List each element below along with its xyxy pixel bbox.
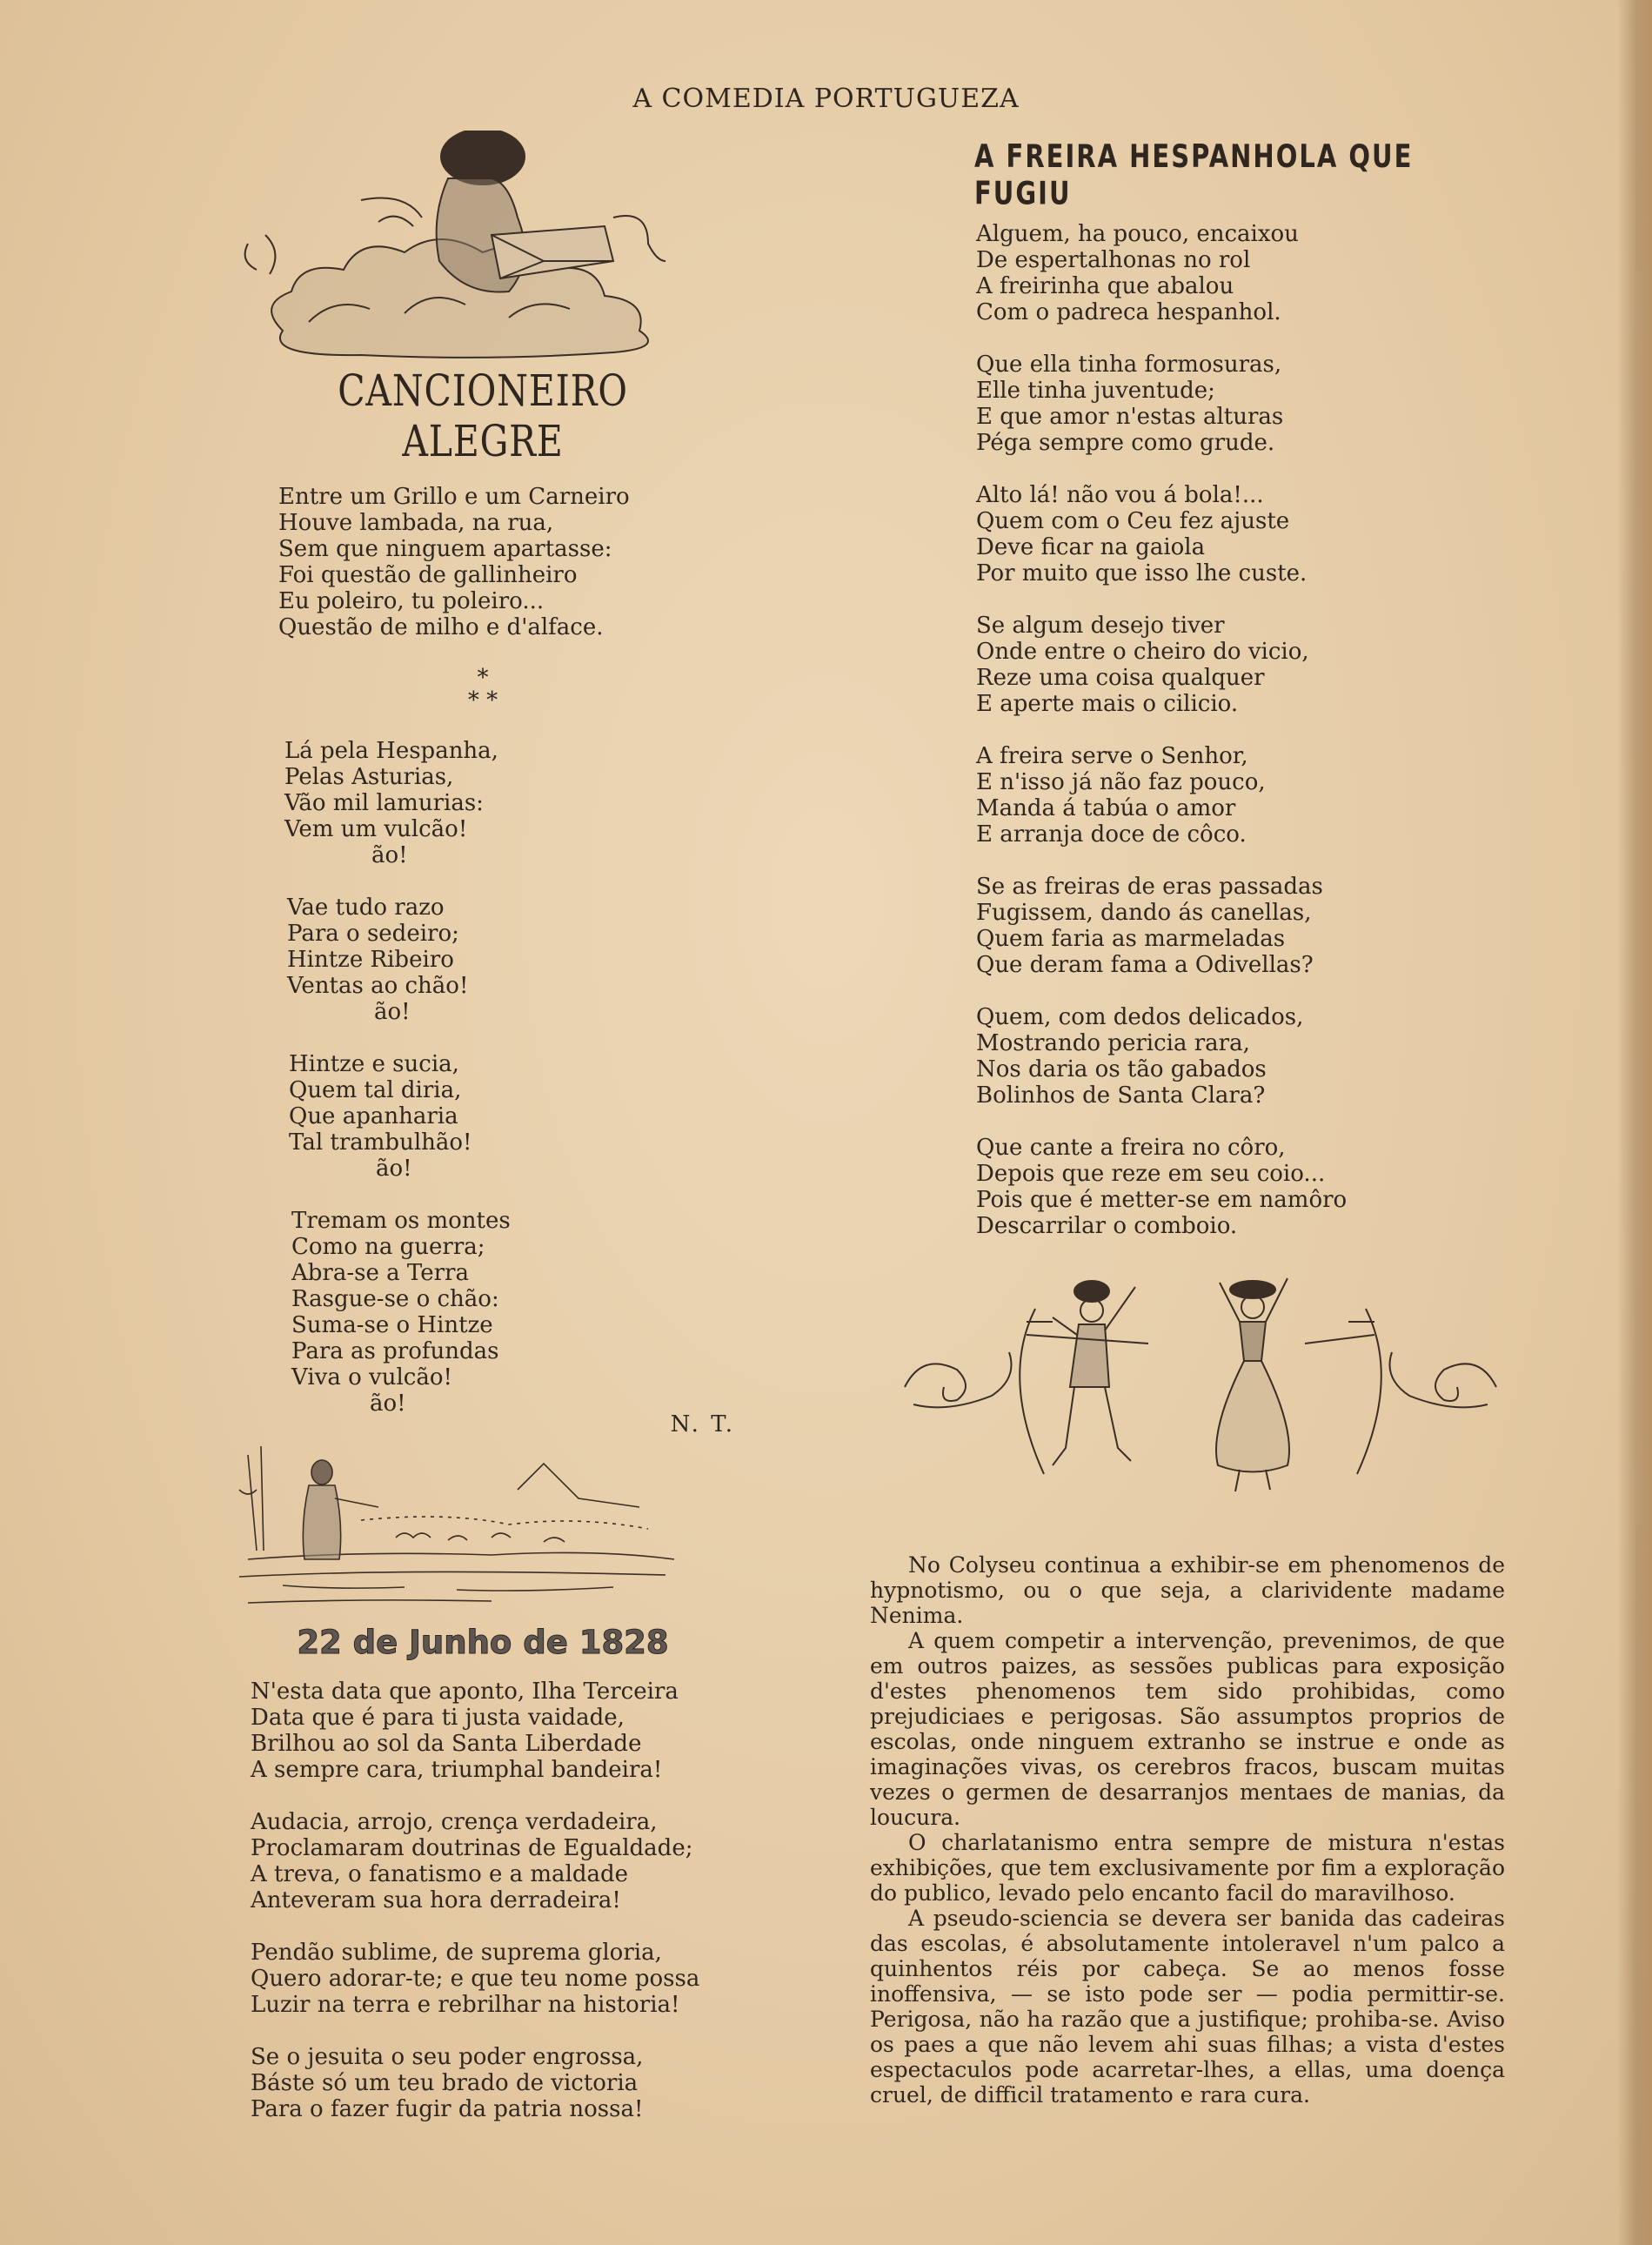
cancioneiro-stanza-2 bbox=[284, 738, 735, 868]
freira-stanza bbox=[976, 221, 1505, 325]
colyseu-article bbox=[870, 1552, 1505, 2108]
article-paragraph: A pseudo-sciencia se devera ser banida das cadeiras das escolas, é absolutamente intoleravel n'um palco a quinhentos réis por cabeça. Se ao menos fosse inoffensiva, — se isto pode ser — podia permittir-se. Perigosa, não ha razão que a justifique; prohiba-se. Aviso os paes a que não levem ahi suas filhas; a vista d'estes espectaculos pode acarretar-lhes, a ellas, uma doença cruel, de difficil tratamento e rara cura. bbox=[870, 1906, 1505, 2108]
freira-stanza bbox=[976, 352, 1505, 456]
freira-stanza bbox=[976, 613, 1505, 717]
verse-line: Descarrilar o comboio. bbox=[976, 1213, 1238, 1239]
freira-stanza bbox=[976, 743, 1505, 848]
verse-line: N'esta data que aponto, Ilha Terceira bbox=[251, 1679, 679, 1705]
article-paragraph: A quem competir a intervenção, prevenimos, de que em outros paizes, as sessões publicas para exposição d'estes phenomenos tem sido prohibidas, como prejudiciaes e perigosas. São assumptos proprios de escolas, onde ninguem extranho se instrue e onde as imaginações vivas, os cerebros fracos, buscam muitas vezes o germen de desarranjos mentaes de manias, da loucura. bbox=[870, 1628, 1505, 1830]
freira-poem bbox=[976, 221, 1505, 1239]
verse-line: Báste só um teu brado de victoria bbox=[251, 2070, 639, 2096]
verse-line: Com o padreca hespanhol. bbox=[976, 299, 1281, 325]
verse-line: Abra-se a Terra bbox=[291, 1260, 469, 1286]
verse-line: Tal trambulhão! bbox=[289, 1129, 472, 1156]
verse-line: E arranja doce de côco. bbox=[976, 821, 1247, 848]
verse-refrain: ão! bbox=[376, 1156, 412, 1182]
verse-line: Brilhou ao sol da Santa Liberdade bbox=[251, 1731, 642, 1757]
verse-line: Se as freiras de eras passadas bbox=[976, 874, 1323, 900]
verse-line: Houve lambada, na rua, bbox=[278, 510, 554, 536]
verse-line: Foi questão de gallinheiro bbox=[278, 562, 578, 588]
junho-stanza-3 bbox=[251, 1940, 735, 2018]
verse-line: A freira serve o Senhor, bbox=[976, 743, 1248, 769]
verse-line: Fugissem, dando ás canellas, bbox=[976, 900, 1312, 926]
verse-line: Quem com o Ceu fez ajuste bbox=[976, 508, 1290, 534]
verse-line: Quero adorar-te; e que teu nome possa bbox=[251, 1966, 700, 1992]
verse-line: Quem tal diria, bbox=[289, 1077, 462, 1103]
section-stars bbox=[231, 667, 735, 712]
verse-line: Alto lá! não vou á bola!... bbox=[976, 482, 1264, 508]
verse-line: Reze uma coisa qualquer bbox=[976, 665, 1265, 691]
verse-line: E aperte mais o cilicio. bbox=[976, 691, 1239, 717]
verse-line: Sem que ninguem apartasse: bbox=[278, 536, 612, 562]
verse-line: Pendão sublime, de suprema gloria, bbox=[251, 1940, 662, 1966]
running-head: A COMEDIA PORTUGUEZA bbox=[632, 84, 1020, 114]
verse-line: Onde entre o cheiro do vicio, bbox=[976, 639, 1309, 665]
cancioneiro-stanza-1 bbox=[278, 484, 735, 640]
verse-line: Rasgue-se o chão: bbox=[291, 1286, 499, 1312]
star-row: * * bbox=[467, 687, 498, 714]
freira-title: A FREIRA HESPANHOLA QUE FUGIU bbox=[974, 137, 1414, 211]
verse-line: Luzir na terra e rebrilhar na historia! bbox=[251, 1992, 680, 2018]
verse-line: Vão mil lamurias: bbox=[284, 790, 484, 816]
article-paragraph: No Colyseu continua a exhibir-se em phenomenos de hypnotismo, ou o que seja, a clarividente madame Nenima. bbox=[870, 1552, 1505, 1628]
junho-stanza-4 bbox=[251, 2044, 735, 2122]
verse-line: Pelas Asturias, bbox=[284, 764, 454, 790]
verse-line: Hintze e sucia, bbox=[289, 1051, 459, 1077]
verse-line: Entre um Grillo e um Carneiro bbox=[278, 484, 630, 510]
verse-line: Bolinhos de Santa Clara? bbox=[976, 1082, 1266, 1109]
verse-line: A treva, o fanatismo e a maldade bbox=[251, 1861, 629, 1887]
verse-refrain: ão! bbox=[374, 999, 411, 1025]
verse-line: Suma-se o Hintze bbox=[291, 1312, 493, 1338]
dancing-couple-illustration bbox=[896, 1257, 1505, 1518]
verse-line: Ventas ao chão! bbox=[287, 973, 469, 999]
verse-line: Depois que reze em seu coio... bbox=[976, 1161, 1326, 1187]
verse-line: Para as profundas bbox=[291, 1338, 499, 1364]
verse-line: Que apanharia bbox=[289, 1103, 458, 1129]
verse-line: E que amor n'estas alturas bbox=[976, 404, 1284, 430]
cancioneiro-stanza-5 bbox=[291, 1208, 735, 1417]
verse-line: Vem um vulcão! bbox=[284, 816, 468, 842]
verse-line: Vae tudo razo bbox=[287, 895, 445, 921]
verse-line: Mostrando pericia rara, bbox=[976, 1030, 1250, 1056]
verse-line: Quem faria as marmeladas bbox=[976, 926, 1286, 952]
verse-line: Hintze Ribeiro bbox=[287, 947, 454, 973]
junho-title: 22 de Junho de 1828 bbox=[297, 1624, 669, 1661]
page-edge-shadow bbox=[1617, 0, 1652, 2245]
verse-line: Que deram fama a Odivellas? bbox=[976, 952, 1314, 978]
verse-line: Nos daria os tão gabados bbox=[976, 1056, 1267, 1082]
verse-line: Audacia, arrojo, crença verdadeira, bbox=[251, 1809, 658, 1835]
verse-line: Alguem, ha pouco, encaixou bbox=[976, 221, 1299, 247]
verse-line: Se o jesuita o seu poder engrossa, bbox=[251, 2044, 644, 2070]
verse-line: Pois que é metter-se em namôro bbox=[976, 1187, 1348, 1213]
verse-line: Péga sempre como grude. bbox=[976, 430, 1275, 456]
verse-line: Por muito que isso lhe custe. bbox=[976, 560, 1308, 586]
verse-line: Que ella tinha formosuras, bbox=[976, 352, 1282, 378]
verse-line: Viva o vulcão! bbox=[291, 1364, 452, 1391]
verse-line: A sempre cara, triumphal bandeira! bbox=[251, 1757, 663, 1783]
article-paragraph: O charlatanismo entra sempre de mistura n'estas exhibições, que tem exclusivamente por fim a exploração do publico, levado pelo encanto facil do maravilhoso. bbox=[870, 1830, 1505, 1906]
right-column bbox=[870, 131, 1505, 2108]
verse-line: Se algum desejo tiver bbox=[976, 613, 1225, 639]
verse-line: Quem, com dedos delicados, bbox=[976, 1004, 1304, 1030]
freira-stanza bbox=[976, 1135, 1505, 1239]
verse-refrain: ão! bbox=[370, 1391, 406, 1417]
freira-stanza bbox=[976, 874, 1505, 978]
verse-line: E n'isso já não faz pouco, bbox=[976, 769, 1266, 795]
verse-line: Proclamaram doutrinas de Egualdade; bbox=[251, 1835, 693, 1861]
verse-line: Anteveram sua hora derradeira! bbox=[251, 1887, 621, 1913]
verse-refrain: ão! bbox=[371, 842, 408, 868]
verse-line: De espertalhonas no rol bbox=[976, 247, 1251, 273]
verse-line: Tremam os montes bbox=[291, 1208, 511, 1234]
verse-line: Manda á tabúa o amor bbox=[976, 795, 1236, 821]
verse-line: Lá pela Hespanha, bbox=[284, 738, 498, 764]
cherub-reading-illustration bbox=[231, 131, 718, 392]
verse-line: Deve ficar na gaiola bbox=[976, 534, 1206, 560]
freira-stanza bbox=[976, 1004, 1505, 1109]
junho-stanza-1 bbox=[251, 1679, 735, 1783]
verse-line: Data que é para ti justa vaidade, bbox=[251, 1705, 625, 1731]
verse-line: Questão de milho e d'alface. bbox=[278, 614, 604, 640]
cancioneiro-stanza-3 bbox=[287, 895, 735, 1025]
signature: N. T. bbox=[670, 1411, 735, 1437]
verse-line: Como na guerra; bbox=[291, 1234, 485, 1260]
shepherd-landscape-illustration bbox=[231, 1437, 683, 1612]
verse-line: Para o sedeiro; bbox=[287, 921, 459, 947]
verse-line: Para o fazer fugir da patria nossa! bbox=[251, 2096, 644, 2122]
left-column bbox=[231, 131, 735, 2122]
cancioneiro-title: CANCIONEIRO ALEGRE bbox=[338, 365, 628, 466]
verse-line: Que cante a freira no côro, bbox=[976, 1135, 1286, 1161]
junho-stanza-2 bbox=[251, 1809, 735, 1913]
verse-line: Elle tinha juventude; bbox=[976, 378, 1215, 404]
verse-line: Eu poleiro, tu poleiro... bbox=[278, 588, 545, 614]
cancioneiro-stanza-4 bbox=[289, 1051, 735, 1182]
verse-line: A freirinha que abalou bbox=[976, 273, 1234, 299]
freira-stanza bbox=[976, 482, 1505, 586]
star-row: * bbox=[477, 665, 489, 691]
